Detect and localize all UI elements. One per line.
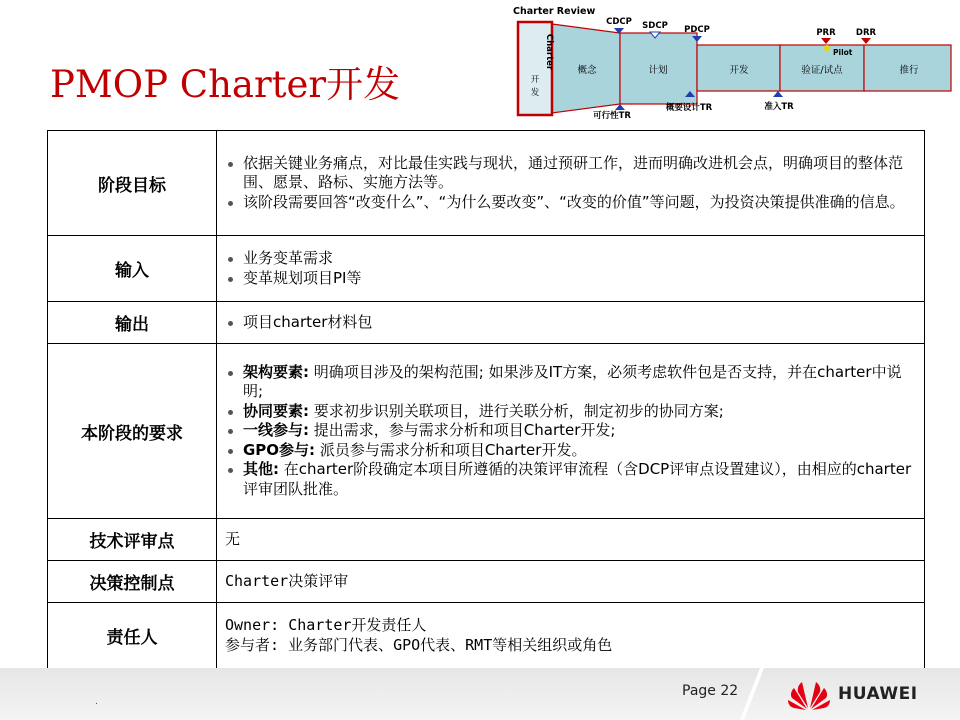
charter-box-kai: 开	[530, 75, 540, 85]
charter-box-label: Charter	[544, 33, 554, 71]
requirement-label: GPO参与:	[243, 440, 316, 459]
brand-name: HUAWEI	[838, 684, 918, 704]
table-row	[48, 344, 925, 519]
marker-entry-tr-icon	[773, 91, 783, 97]
phase-definition-table	[47, 130, 925, 669]
marker-sdcp-label: SDCP	[642, 21, 668, 31]
page-number: Page 22	[682, 683, 739, 699]
requirement-label: 其他:	[243, 460, 279, 479]
row-content-requirements	[217, 344, 925, 519]
row-content-input	[217, 236, 925, 302]
list-item	[225, 402, 916, 422]
table-row	[48, 302, 925, 344]
row-header-tech-review: 技术评审点	[48, 519, 217, 561]
row-header-requirements: 本阶段的要求	[48, 344, 217, 519]
list-item	[225, 441, 916, 461]
row-header-input: 输入	[48, 236, 217, 302]
requirement-text: 明确项目涉及的架构范围; 如果涉及IT方案，必须考虑软件包是否支持，并在charter中说明;	[243, 362, 902, 401]
phase-rollout-label: 推行	[899, 65, 919, 76]
phase-develop-label: 开发	[729, 65, 749, 76]
pilot-dot-icon	[824, 45, 830, 51]
requirement-text: 派员参与需求分析和项目Charter开发。	[315, 440, 587, 459]
footer-divider	[738, 668, 778, 720]
requirement-label: 协同要素:	[243, 401, 309, 420]
row-content-goal	[217, 131, 925, 236]
marker-prr-icon	[821, 38, 831, 44]
requirement-label: 一线参与:	[243, 421, 309, 440]
marker-pdcp-label: PDCP	[684, 25, 710, 35]
table-row	[48, 131, 925, 236]
table-row	[48, 561, 925, 603]
marker-prr-label: PRR	[816, 28, 836, 38]
requirement-text: 提出需求，参与需求分析和项目Charter开发;	[309, 421, 616, 440]
charter-box-fa: 发	[530, 88, 540, 98]
list-item: 变革规划项目PI等	[225, 269, 916, 289]
row-content-tech-review: 无	[217, 519, 925, 561]
huawei-logo-icon	[785, 676, 833, 712]
list-item	[225, 363, 916, 402]
pilot-label: Pilot	[833, 48, 853, 57]
table-row	[48, 603, 925, 669]
phase-verify-label: 验证/试点	[801, 65, 843, 76]
row-content-owner	[217, 603, 925, 669]
marker-cdcp-label: CDCP	[606, 17, 632, 27]
marker-outline-design-tr-label: 概要设计TR	[665, 103, 713, 113]
list-item	[225, 460, 916, 499]
table-row	[48, 519, 925, 561]
row-header-owner: 责任人	[48, 603, 217, 669]
requirement-label: 架构要素:	[243, 362, 309, 381]
row-content-output	[217, 302, 925, 344]
list-item: 依据关键业务痛点，对比最佳实践与现状，通过预研工作，进而明确改进机会点，明确项目的整体范围、愿景、路标、实施方法等。	[225, 154, 916, 193]
row-header-output: 输出	[48, 302, 217, 344]
list-item: 项目charter材料包	[225, 313, 916, 333]
requirement-text: 在charter阶段确定本项目所遵循的决策评审流程（含DCP评审点设置建议），由相应的charter评审团队批准。	[243, 460, 912, 498]
participants-line: 参与者: 业务部门代表、GPO代表、RMT等相关组织或角色	[225, 635, 613, 654]
owner-line: Owner: Charter开发责任人	[225, 616, 427, 634]
list-item: 业务变革需求	[225, 249, 916, 269]
requirement-text: 要求初步识别关联项目，进行关联分析，制定初步的协同方案;	[309, 401, 724, 420]
marker-drr-icon	[861, 38, 871, 44]
marker-entry-tr-label: 准入TR	[764, 102, 794, 112]
process-flow-diagram	[0, 0, 960, 125]
page-title: PMOP Charter开发	[50, 63, 401, 106]
phase-concept-label: 概念	[577, 65, 597, 76]
marker-drr-label: DRR	[855, 28, 877, 38]
row-header-decision-point: 决策控制点	[48, 561, 217, 603]
table-row	[48, 236, 925, 302]
footer-dot: .	[95, 697, 98, 707]
charter-review-label: Charter Review	[513, 6, 596, 17]
list-item	[225, 421, 916, 441]
row-content-decision-point: Charter决策评审	[217, 561, 925, 603]
row-header-goal: 阶段目标	[48, 131, 217, 236]
list-item: 该阶段需要回答“改变什么”、“为什么要改变”、“改变的价值”等问题，为投资决策提供准确的信息。	[225, 193, 916, 213]
marker-feasibility-tr-label: 可行性TR	[593, 111, 631, 121]
phase-plan-label: 计划	[648, 65, 668, 76]
